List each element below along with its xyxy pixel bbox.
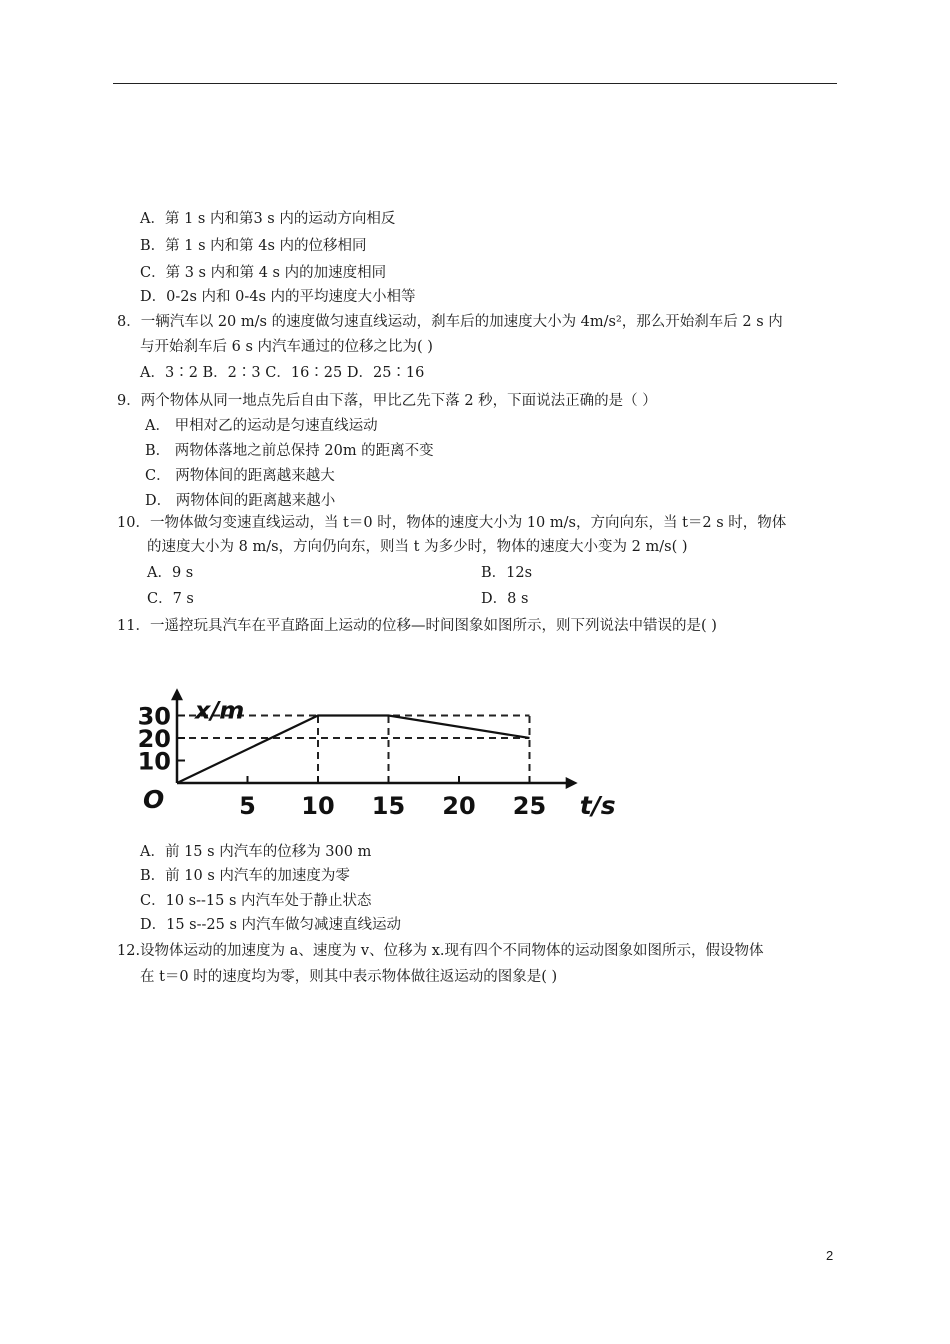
chart-series: [177, 716, 530, 784]
q10-option-a: A．9 s: [147, 565, 194, 581]
q10-stem-line2: 的速度大小为 8 m/s，方向仍向东，则当 t 为多少时，物体的速度大小变为 2 m/s( ): [147, 539, 688, 555]
series-line: [177, 716, 530, 784]
q7-option-a: A．第 1 s 内和第3 s 内的运动方向相反: [140, 211, 396, 227]
q12-stem-line2: 在 t＝0 时的速度均为零，则其中表示物体做往返运动的图象是( ): [140, 969, 558, 985]
q10-stem-line1: 10．一物体做匀变速直线运动，当 t＝0 时，物体的速度大小为 10 m/s，方向向东，当 t＝2 s 时，物体: [117, 515, 787, 531]
y-axis-label: x/m: [195, 696, 245, 725]
y-tick-label-20: 20: [137, 725, 171, 753]
origin-label: O: [143, 785, 165, 814]
q7-option-c: C．第 3 s 内和第 4 s 内的加速度相同: [140, 265, 387, 281]
x-tick-label-5: 5: [239, 792, 256, 820]
q11-option-d: D．15 s--25 s 内汽车做匀减速直线运动: [140, 917, 402, 933]
q11-option-c: C．10 s--15 s 内汽车处于静止状态: [140, 893, 372, 909]
displacement-time-chart: [113, 640, 621, 822]
y-tick-label-10: 10: [137, 747, 171, 776]
x-tick-label-10: 10: [301, 792, 335, 820]
chart-guides: [177, 716, 530, 784]
x-tick-label-20: 20: [442, 792, 476, 820]
x-tick-label-25: 25: [512, 792, 547, 820]
q8-stem-line1: 8．一辆汽车以 20 m/s 的速度做匀速直线运动，刹车后的加速度大小为 4m/s²，那么开始刹车后 2 s 内: [117, 314, 783, 330]
q11-option-a: A．前 15 s 内汽车的位移为 300 m: [140, 844, 372, 860]
q9-option-a: A． 甲相对乙的运动是匀速直线运动: [145, 418, 378, 434]
x-tick-label-15: 15: [371, 792, 406, 820]
q12-stem-line1: 12.设物体运动的加速度为 a、速度为 v、位移为 x.现有四个不同物体的运动图象如图所示，假设物体: [117, 943, 764, 959]
q9-option-d: D． 两物体间的距离越来越小: [145, 493, 336, 509]
q10-option-b: B．12s: [481, 565, 533, 581]
q9-option-c: C． 两物体间的距离越来越大: [145, 468, 335, 484]
x-axis-arrow: [566, 777, 578, 789]
header-rule: [113, 83, 837, 84]
y-axis-arrow: [171, 688, 183, 700]
q9-option-b: B． 两物体落地之前总保持 20m 的距离不变: [145, 443, 434, 459]
q9-stem: 9．两个物体从同一地点先后自由下落，甲比乙先下落 2 秒，下面说法正确的是（ ）: [117, 393, 657, 409]
q10-option-d: D．8 s: [481, 591, 529, 607]
q7-option-b: B．第 1 s 内和第 4s 内的位移相同: [140, 238, 367, 254]
q8-options: A．3∶2 B．2∶3 C．16∶25 D．25∶16: [140, 365, 425, 381]
q11-stem: 11．一遥控玩具汽车在平直路面上运动的位移—时间图象如图所示，则下列说法中错误的是( ): [117, 618, 717, 634]
page-number: 2: [826, 1248, 834, 1263]
y-tick-label-30: 30: [137, 702, 171, 731]
q10-option-c: C．7 s: [147, 591, 194, 607]
q7-option-d: D．0-2s 内和 0-4s 内的平均速度大小相等: [140, 289, 416, 305]
q8-stem-line2: 与开始刹车后 6 s 内汽车通过的位移之比为( ): [140, 339, 433, 355]
q11-option-b: B．前 10 s 内汽车的加速度为零: [140, 868, 350, 884]
x-axis-label: t/s: [579, 791, 616, 820]
